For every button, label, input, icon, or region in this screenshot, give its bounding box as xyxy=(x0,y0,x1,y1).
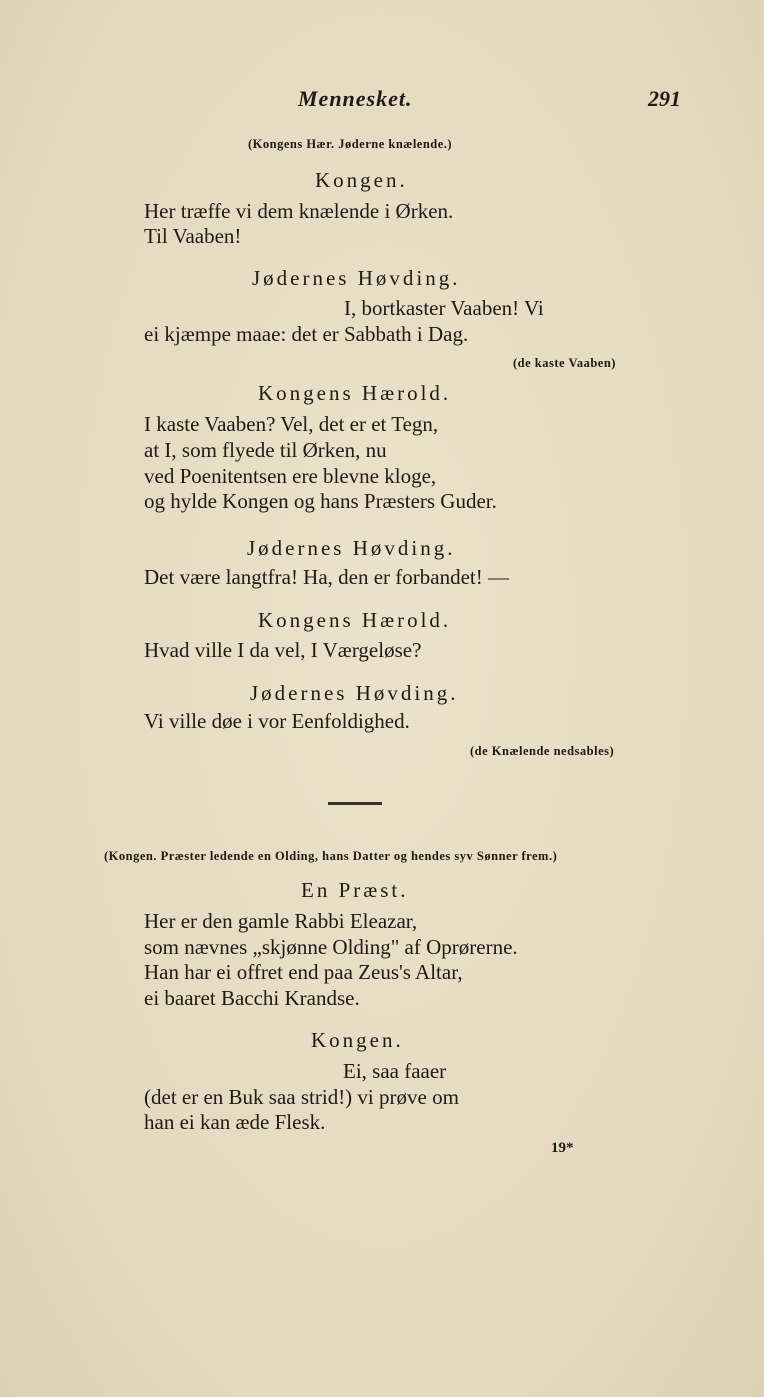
speaker-name: En Præst. xyxy=(301,878,409,902)
verse-line: og hylde Kongen og hans Præsters Guder. xyxy=(144,489,497,513)
speaker-name: Kongens Hærold. xyxy=(258,381,452,405)
verse-line: Han har ei offret end paa Zeus's Altar, xyxy=(144,960,463,984)
verse-line: I kaste Vaaben? Vel, det er et Tegn, xyxy=(144,412,439,436)
verse-line: Her træffe vi dem knælende i Ørken. xyxy=(144,199,454,223)
verse-line: Ei, saa faaer xyxy=(343,1059,447,1083)
verse-line: Her er den gamle Rabbi Eleazar, xyxy=(144,909,418,933)
verse-line: at I, som flyede til Ørken, nu xyxy=(144,438,387,462)
running-title: Mennesket. xyxy=(298,86,413,111)
speaker-name: Kongens Hærold. xyxy=(258,608,452,632)
verse-line: ei kjæmpe maae: det er Sabbath i Dag. xyxy=(144,322,469,346)
speaker-name: Kongen. xyxy=(311,1028,404,1052)
stage-direction: (Kongen. Præster ledende en Olding, hans Datter og hendes syv Sønner frem.) xyxy=(104,849,558,863)
verse-line: Til Vaaben! xyxy=(144,224,242,248)
speaker-name: Jødernes Høvding. xyxy=(250,681,459,705)
verse-line: ved Poenitentsen ere blevne kloge, xyxy=(144,464,437,488)
verse-line: Vi ville døe i vor Eenfoldighed. xyxy=(144,709,410,733)
speaker-name: Jødernes Høvding. xyxy=(252,266,461,290)
stage-direction: (Kongens Hær. Jøderne knælende.) xyxy=(248,137,453,151)
signature-mark: 19* xyxy=(551,1140,574,1156)
stage-direction: (de Knælende nedsables) xyxy=(470,744,615,758)
verse-line: (det er en Buk saa strid!) vi prøve om xyxy=(144,1085,459,1109)
verse-line: ei baaret Bacchi Krandse. xyxy=(144,986,360,1010)
verse-line: han ei kan æde Flesk. xyxy=(144,1110,326,1134)
verse-line: I, bortkaster Vaaben! Vi xyxy=(344,296,544,320)
verse-line: Hvad ville I da vel, I Værgeløse? xyxy=(144,638,422,662)
verse-line: Det være langtfra! Ha, den er forbandet! — xyxy=(144,565,510,589)
speaker-name: Jødernes Høvding. xyxy=(247,536,456,560)
stage-direction: (de kaste Vaaben) xyxy=(513,356,616,370)
page-number: 291 xyxy=(648,86,681,111)
speaker-name: Kongen. xyxy=(315,168,408,192)
section-divider xyxy=(328,802,382,805)
verse-line: som nævnes „skjønne Olding" af Oprørerne. xyxy=(144,935,518,959)
